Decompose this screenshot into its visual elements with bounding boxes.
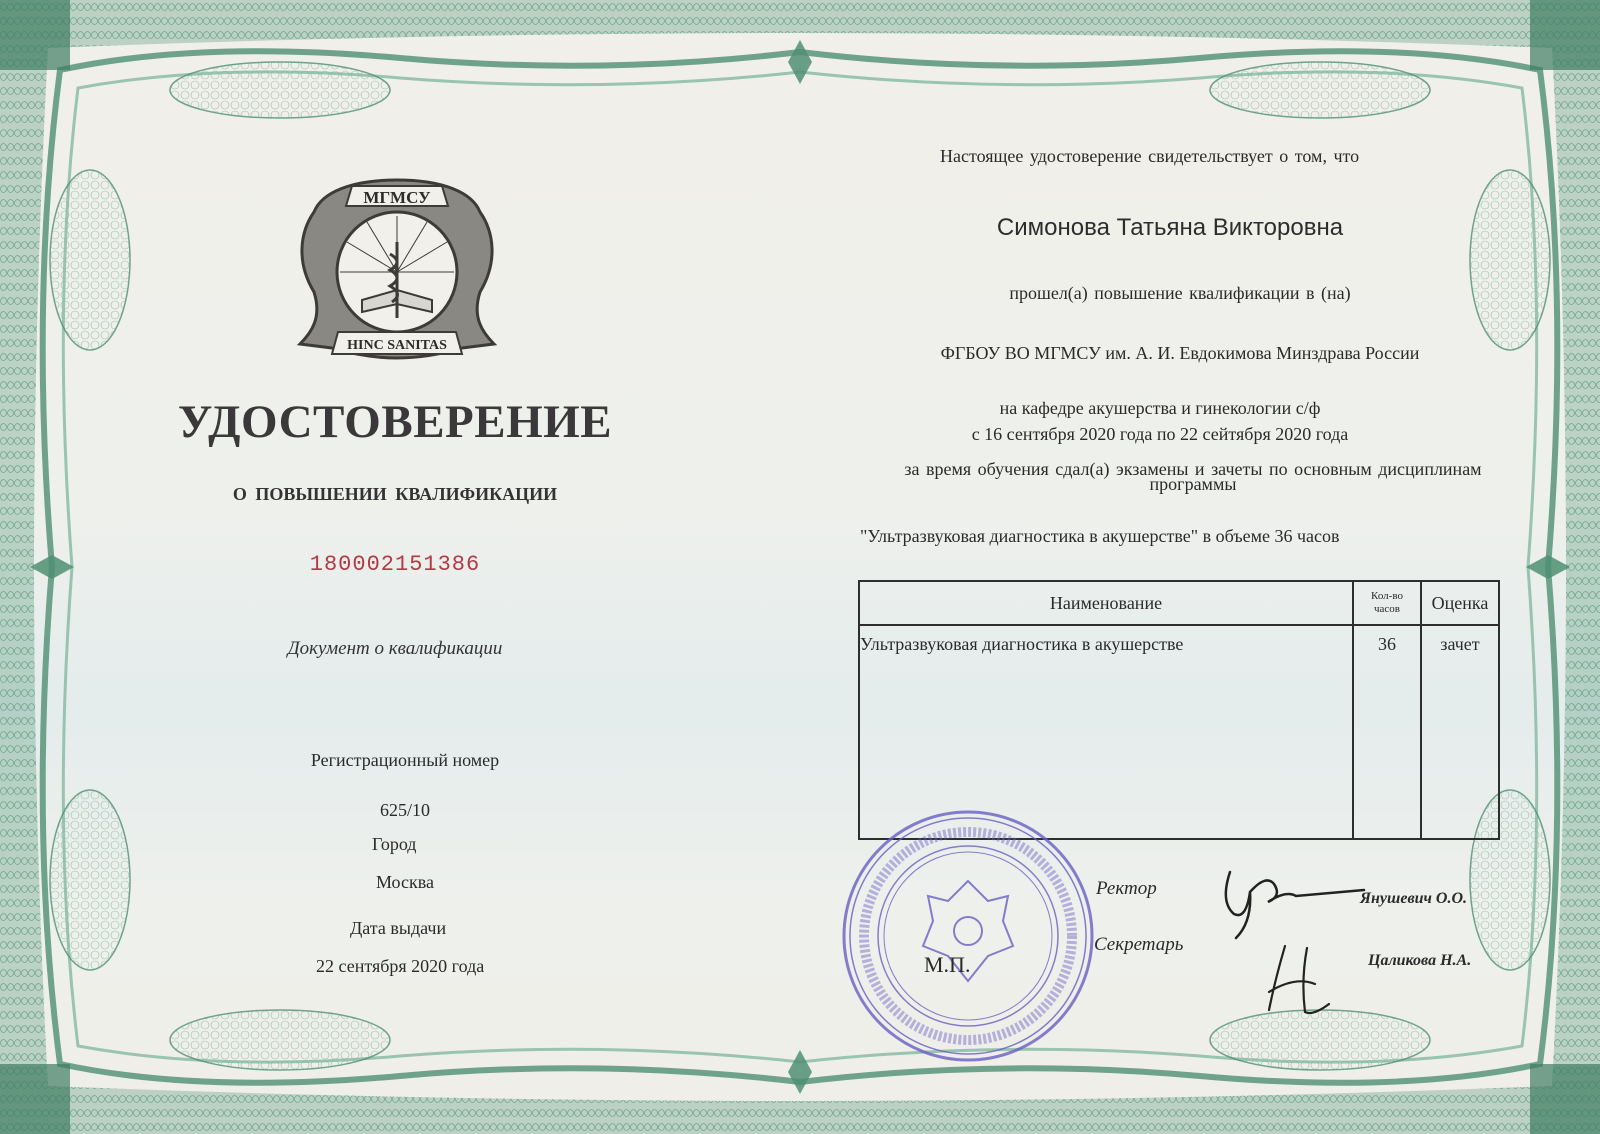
registration-number-label: Регистрационный номер (310, 750, 500, 770)
department-name: на кафедре акушерства и гинекологии с/ф (999, 398, 1321, 418)
exams-statement-line2: программы (1149, 474, 1237, 494)
rector-name: Янушевич О.О. (1360, 890, 1467, 907)
person-name: Симонова Татьяна Викторовна (996, 214, 1344, 241)
program-name: "Ультразвуковая диагностика в акушерстве" в объеме 36 часов (860, 526, 1340, 546)
rector-signature (1216, 862, 1366, 942)
secretary-label: Секретарь (1094, 934, 1184, 955)
certifies-statement: Настоящее удостоверение свидетельствует о том, что (940, 146, 1360, 166)
emblem-motto: HINC SANITAS (347, 338, 447, 353)
city-value: Москва (376, 872, 434, 892)
header-hours (1353, 581, 1421, 625)
exams-statement-line1: за время обучения сдал(а) экзамены и зачеты по основным дисциплинам (904, 459, 1482, 479)
row-discipline-name: Ультразвуковая диагностика в акушерстве (859, 625, 1353, 839)
registration-number-value: 625/10 (380, 800, 431, 820)
serial-number: 180002151386 (309, 552, 481, 577)
qualification-document-label: Документ о квалификации (287, 638, 503, 659)
header-name: Наименование (859, 581, 1353, 625)
official-stamp (838, 806, 1098, 1066)
institution-name: ФГБОУ ВО МГМСУ им. А. И. Евдокимова Минздрава России (940, 343, 1420, 363)
secretary-name: Цаликова Н.А. (1368, 952, 1472, 969)
header-hours-line1: Кол-во (1371, 590, 1403, 602)
university-emblem (292, 172, 502, 362)
document-title: УДОСТОВЕРЕНИЕ (177, 396, 613, 448)
stamp-mark: М.П. (924, 952, 971, 977)
grades-table (858, 580, 1500, 840)
document-subtitle: О ПОВЫШЕНИИ КВАЛИФИКАЦИИ (232, 484, 558, 504)
issue-date-label: Дата выдачи (350, 918, 447, 938)
row-hours: 36 (1353, 625, 1421, 839)
rector-label: Ректор (1096, 878, 1157, 899)
city-label: Город (372, 834, 417, 854)
header-hours-line2: часов (1374, 603, 1400, 615)
row-grade: зачет (1421, 625, 1499, 839)
training-period: с 16 сентября 2020 года по 22 сейтября 2020 года (971, 424, 1349, 444)
header-grade: Оценка (1421, 581, 1499, 625)
exams-statement (868, 459, 1518, 494)
issue-date-value: 22 сентября 2020 года (316, 956, 485, 976)
emblem-top-text: МГМСУ (363, 188, 431, 207)
table-header-row (859, 581, 1499, 625)
secretary-signature (1255, 940, 1345, 1020)
passed-training-statement: прошел(а) повышение квалификации в (на) (1009, 283, 1351, 303)
